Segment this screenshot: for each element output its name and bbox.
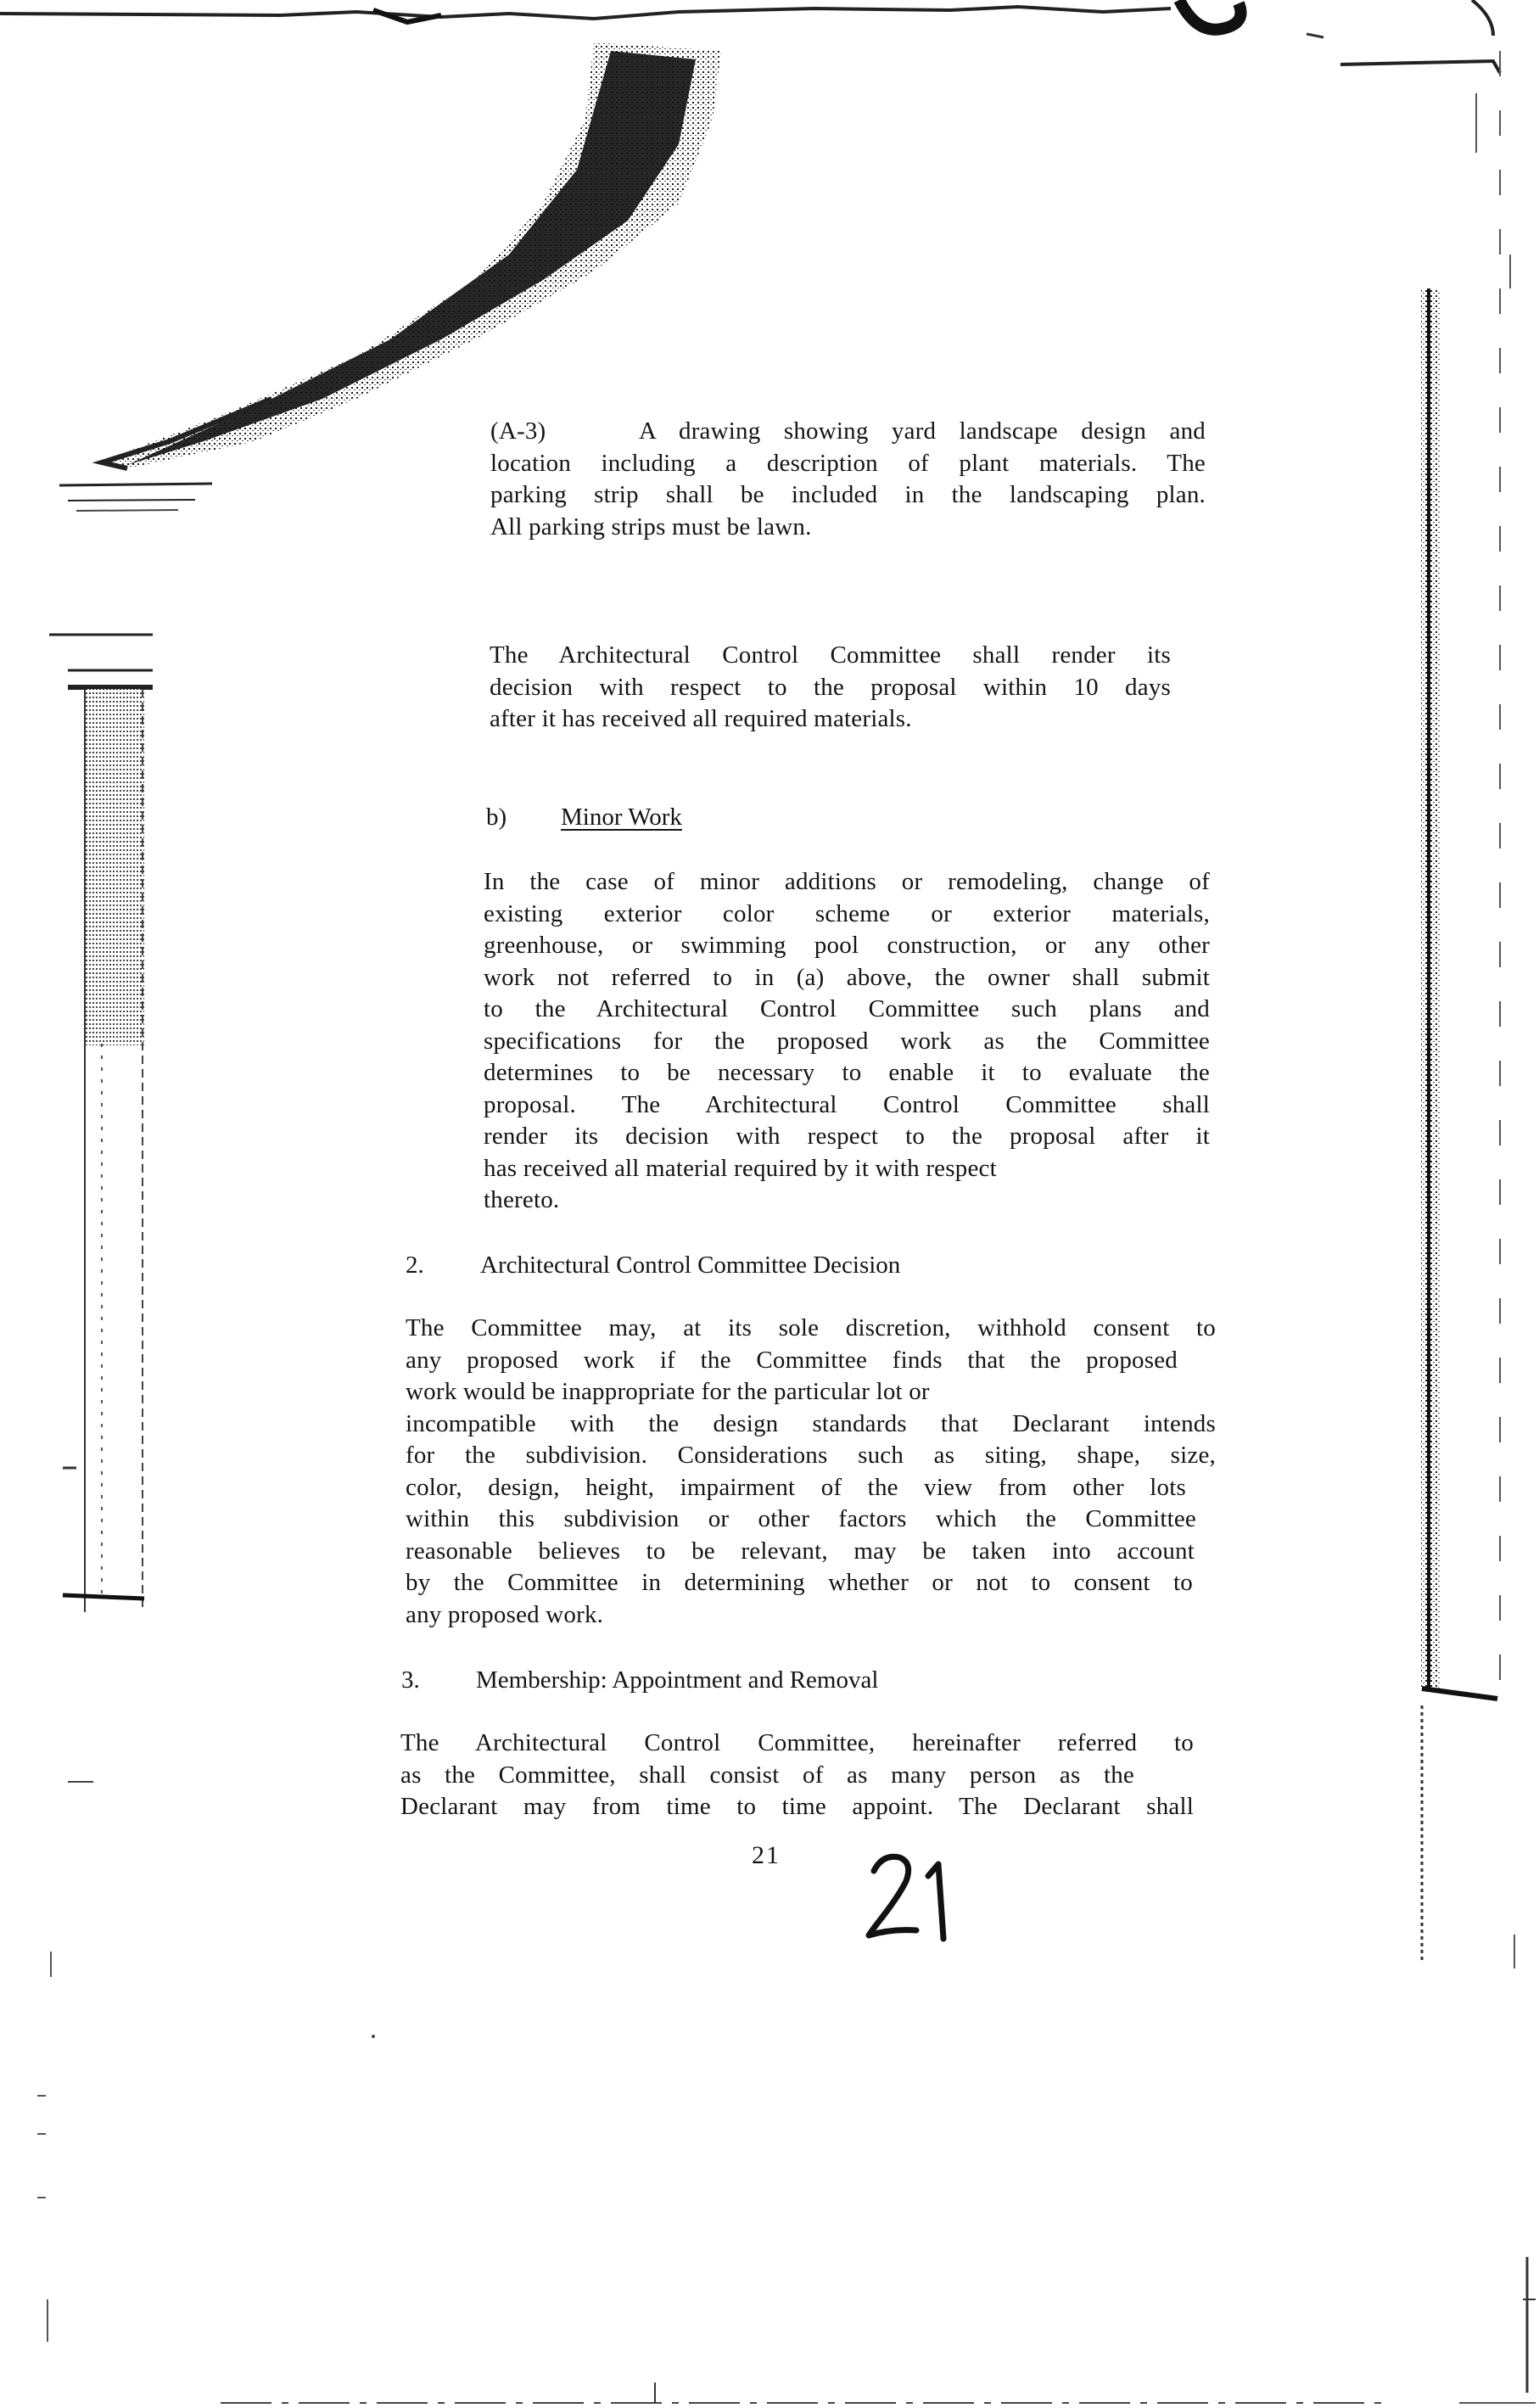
decision-line-1: The Architectural Control Committee shall render its	[490, 641, 1171, 669]
minor-work-title: Minor Work	[561, 804, 682, 831]
minor-work-label: b)	[486, 804, 507, 831]
section-2-line-5: for the subdivision. Considerations such as siting, shape, size,	[406, 1442, 1216, 1469]
decision-line-2: decision with respect to the proposal within 10 days	[490, 673, 1171, 701]
section-2-line-6: color, design, height, impairment of the view from other lots	[406, 1473, 1186, 1501]
section-3-title: Membership: Appointment and Removal	[476, 1666, 879, 1694]
item-a3-line-4: All parking strips must be lawn.	[490, 512, 812, 540]
decision-line-3: after it has received all required materials.	[490, 705, 912, 732]
minor-work-line-6: specifications for the proposed work as the Committee	[484, 1027, 1210, 1055]
section-3-line-3: Declarant may from time to time appoint. The Declarant shall	[400, 1793, 1194, 1820]
item-a3-label: (A-3)	[490, 417, 546, 445]
section-2-title: Architectural Control Committee Decision	[480, 1252, 901, 1279]
section-2-line-4: incompatible with the design standards that Declarant intends	[406, 1409, 1216, 1437]
minor-work-paragraph	[484, 866, 1210, 1217]
minor-work-line-5: to the Architectural Control Committee such plans and	[484, 995, 1210, 1022]
minor-work-line-2: existing exterior color scheme or exterior materials,	[484, 899, 1210, 927]
item-a3	[490, 416, 1206, 543]
section-2-number: 2.	[406, 1252, 424, 1279]
minor-work-line-4: work not referred to in (a) above, the owner shall submit	[484, 963, 1210, 991]
section-2-line-3: work would be inappropriate for the particular lot or	[406, 1378, 930, 1405]
section-3-line-2: as the Committee, shall consist of as many person as the	[400, 1761, 1134, 1789]
decision-paragraph	[490, 640, 1171, 736]
minor-work-line-1: In the case of minor additions or remodeling, change of	[484, 868, 1210, 895]
minor-work-line-11: thereto.	[484, 1186, 560, 1213]
section-3-line-1: The Architectural Control Committee, hereinafter referred to	[400, 1729, 1194, 1756]
section-2-line-9: by the Committee in determining whether or not to consent to	[406, 1569, 1193, 1596]
handwritten-page-number	[857, 1845, 976, 1947]
section-2-line-10: any proposed work.	[406, 1600, 604, 1628]
page-number: 21	[752, 1841, 781, 1869]
section-3-number: 3.	[401, 1666, 420, 1694]
minor-work-line-8: proposal. The Architectural Control Committee shall	[484, 1090, 1210, 1118]
section-2-line-1: The Committee may, at its sole discretion, withhold consent to	[406, 1314, 1216, 1341]
item-a3-line-3: parking strip shall be included in the landscaping plan.	[490, 481, 1206, 508]
section-3-heading	[401, 1665, 878, 1696]
section-3-paragraph	[400, 1728, 1194, 1823]
minor-work-line-9: render its decision with respect to the proposal after it	[484, 1123, 1210, 1150]
minor-work-heading	[486, 802, 682, 833]
minor-work-line-10: has received all material required by it with respect	[484, 1154, 997, 1182]
item-a3-line-2: location including a description of plant materials. The	[490, 449, 1206, 477]
section-2-paragraph	[406, 1313, 1216, 1631]
section-2-line-8: reasonable believes to be relevant, may be taken into account	[406, 1537, 1195, 1565]
item-a3-line-1: (A-3) A drawing showing yard landscape design and	[490, 417, 1206, 445]
section-2-line-7: within this subdivision or other factors which the Committee	[406, 1505, 1196, 1532]
section-2-line-2: any proposed work if the Committee finds that the proposed	[406, 1346, 1178, 1374]
minor-work-line-7: determines to be necessary to enable it to evaluate the	[484, 1059, 1210, 1086]
minor-work-line-3: greenhouse, or swimming pool construction, or any other	[484, 932, 1210, 959]
section-2-heading	[406, 1250, 900, 1281]
